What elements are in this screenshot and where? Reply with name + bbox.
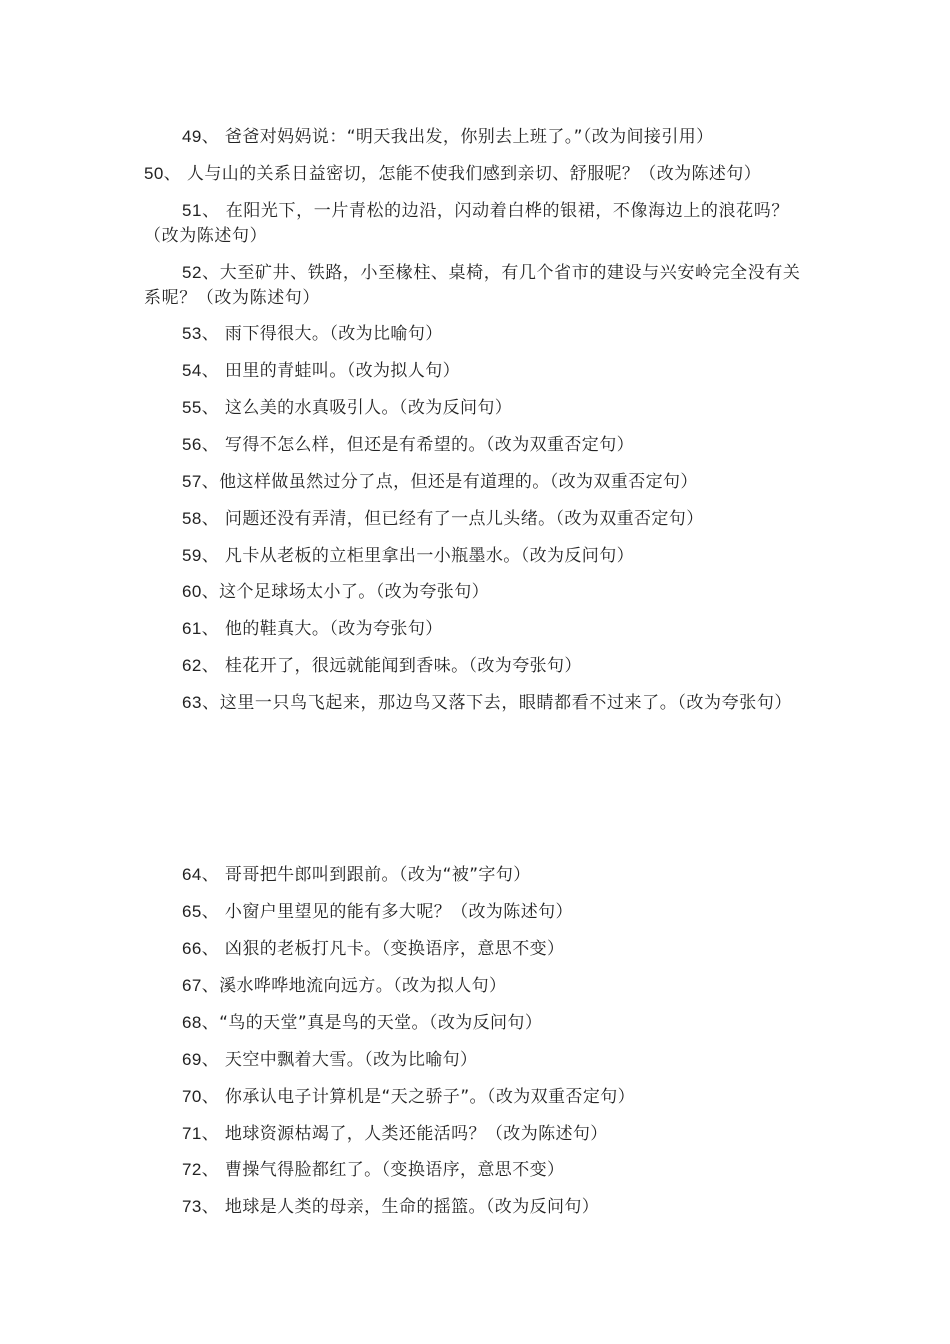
exercise-text: 人与山的关系日益密切，怎能不使我们感到亲切、舒服呢？（改为陈述句） [181, 164, 762, 184]
exercise-number: 61、 [182, 619, 220, 638]
exercise-text: 雨下得很大。（改为比喻句） [219, 324, 443, 344]
exercise-71 [182, 1121, 850, 1147]
exercise-text: 凶狠的老板打凡卡。（变换语序，意思不变） [219, 939, 565, 959]
exercise-58 [182, 506, 850, 532]
exercise-60 [182, 579, 850, 605]
exercise-number: 57、 [182, 472, 220, 491]
exercise-number: 59、 [182, 546, 220, 565]
exercise-number: 53、 [182, 324, 220, 343]
exercise-51 [144, 198, 812, 249]
exercise-number: 51、 [182, 201, 220, 220]
exercise-text: 这个足球场太小了。（改为夸张句） [219, 582, 490, 602]
exercise-text: 他这样做虽然过分了点，但还是有道理的。（改为双重否定句） [219, 472, 698, 492]
exercise-number: 67、 [182, 976, 220, 995]
exercise-number: 56、 [182, 435, 220, 454]
exercise-63 [144, 690, 812, 716]
exercise-64 [182, 862, 850, 888]
exercise-text: 在阳光下，一片青松的边沿，闪动着白桦的银裙，不像海边上的浪花吗？（改为陈述句） [144, 201, 789, 246]
exercise-number: 60、 [182, 582, 220, 601]
exercise-65 [182, 899, 850, 925]
exercise-number: 71、 [182, 1124, 220, 1143]
exercise-text: 写得不怎么样，但还是有希望的。（改为双重否定句） [219, 435, 635, 455]
exercise-text: 田里的青蛙叫。（改为拟人句） [219, 361, 461, 381]
exercise-number: 49、 [182, 127, 220, 146]
exercise-number: 54、 [182, 361, 220, 380]
exercise-56 [182, 432, 850, 458]
exercise-text: 哥哥把牛郎叫到跟前。（改为“被”字句） [219, 865, 531, 885]
exercise-text: 溪水哗哗地流向远方。（改为拟人句） [219, 976, 507, 996]
exercise-text: 问题还没有弄清，但已经有了一点儿头绪。（改为双重否定句） [219, 509, 704, 529]
exercise-59 [182, 543, 850, 569]
exercise-number: 65、 [182, 902, 220, 921]
exercise-68 [182, 1010, 850, 1036]
exercise-text: 这么美的水真吸引人。（改为反问句） [219, 398, 513, 418]
exercise-number: 72、 [182, 1160, 220, 1179]
exercise-70 [182, 1084, 850, 1110]
exercise-72 [182, 1157, 850, 1183]
exercise-55 [182, 395, 850, 421]
exercise-52 [144, 260, 812, 311]
exercise-number: 73、 [182, 1197, 220, 1216]
exercise-67 [182, 973, 850, 999]
exercise-text: 他的鞋真大。（改为夸张句） [219, 619, 443, 639]
exercise-number: 70、 [182, 1087, 220, 1106]
exercise-text: 凡卡从老板的立柜里拿出一小瓶墨水。（改为反问句） [219, 546, 635, 566]
exercise-number: 58、 [182, 509, 220, 528]
exercise-50 [144, 161, 812, 187]
exercise-57 [182, 469, 850, 495]
exercise-53 [182, 321, 850, 347]
exercise-61 [182, 616, 850, 642]
exercise-66 [182, 936, 850, 962]
exercise-text: 大至矿井、铁路，小至椽柱、桌椅，有几个省市的建设与兴安岭完全没有关系呢？（改为陈述句） [144, 263, 801, 308]
exercise-49 [182, 124, 850, 150]
exercise-number: 55、 [182, 398, 220, 417]
exercise-number: 66、 [182, 939, 220, 958]
exercise-number: 62、 [182, 656, 220, 675]
exercise-number: 50、 [144, 164, 182, 183]
exercise-text: “鸟的天堂”真是鸟的天堂。（改为反问句） [219, 1013, 543, 1033]
exercise-text: 爸爸对妈妈说：“明天我出发，你别去上班了。”（改为间接引用） [219, 127, 714, 147]
exercise-69 [182, 1047, 850, 1073]
exercise-text: 天空中飘着大雪。（改为比喻句） [219, 1050, 478, 1070]
exercise-54 [182, 358, 850, 384]
exercise-73 [182, 1194, 850, 1220]
exercise-text: 桂花开了，很远就能闻到香味。（改为夸张句） [219, 656, 582, 676]
exercise-text: 曹操气得脸都红了。（变换语序，意思不变） [219, 1160, 565, 1180]
exercise-number: 64、 [182, 865, 220, 884]
exercise-text: 小窗户里望见的能有多大呢？（改为陈述句） [219, 902, 573, 922]
exercise-number: 52、 [182, 263, 220, 282]
exercise-number: 69、 [182, 1050, 220, 1069]
exercise-text: 地球资源枯竭了，人类还能活吗？（改为陈述句） [219, 1124, 608, 1144]
exercise-text: 地球是人类的母亲，生命的摇篮。（改为反问句） [219, 1197, 600, 1217]
exercise-62 [182, 653, 850, 679]
exercise-number: 68、 [182, 1013, 220, 1032]
exercise-number: 63、 [182, 693, 220, 712]
exercise-text: 这里一只鸟飞起来，那边鸟又落下去，眼睛都看不过来了。（改为夸张句） [219, 693, 793, 713]
exercise-text: 你承认电子计算机是“天之骄子”。（改为双重否定句） [219, 1087, 636, 1107]
